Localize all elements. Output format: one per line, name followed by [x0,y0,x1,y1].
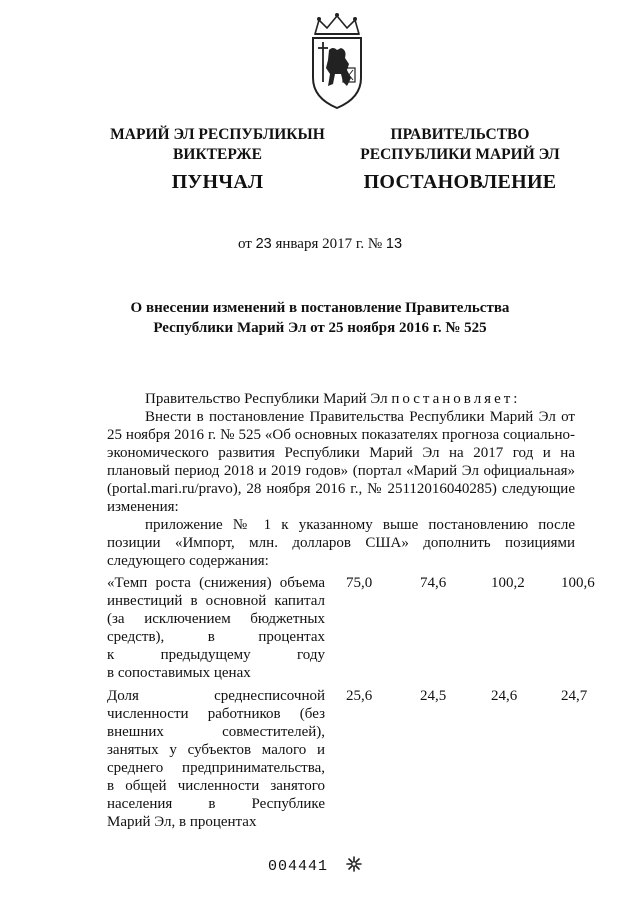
title-line2: Республики Марий Эл от 25 ноября 2016 г. № 525 [153,320,487,336]
document-title [110,298,530,338]
header-left [100,125,335,193]
paragraph-1: Внести в постановление Правительства Республики Марий Эл от 25 ноября 2016 г. № 525 «Об основных показателях прогноза социально-экономического развития Республики Марий Эл на 2017 год и на плановый период 2018 и 2019 годов» (портал «Марий Эл официальная» (portal.mari.ru/pravo), 28 ноября 2016 г., № 25112016040285) следующие изменения: [107,409,575,515]
title-line1: О внесении изменений в постановление Правительства [130,300,510,316]
value-2018: 24,6 [491,688,518,704]
row-label-line: Доля среднесписочной [107,688,325,704]
document-body [107,390,575,570]
row-label [107,687,325,831]
row-label-line: к предыдущему году [107,647,325,663]
header-right [345,125,575,193]
value-2018: 100,2 [491,575,525,591]
form-serial-number: 004441 [268,858,329,875]
value-2019: 100,6 [561,575,595,591]
row-label-line: (за исключением бюджетных [107,611,325,627]
value-2017: 74,6 [420,575,447,591]
value-2017: 24,5 [420,688,447,704]
date-prefix: от [237,236,252,252]
row-label-line: инвестиций в основной капитал [107,593,325,609]
header-left-line1: МАРИЙ ЭЛ РЕСПУБЛИКЫН [110,126,325,143]
row-label-line: средств), в процентах [107,629,325,645]
row-label-line: внешних совместителей), [107,724,325,740]
value-2019: 24,7 [561,688,588,704]
row-label-line: среднего предпринимательства, [107,760,325,776]
row-label-line: в общей численности занятого [107,778,325,794]
coat-of-arms-icon [301,12,373,112]
header-right-line2: РЕСПУБЛИКИ МАРИЙ ЭЛ [360,146,560,163]
decree-intro [107,390,575,408]
value-2016: 25,6 [346,688,373,704]
row-label-line: Марий Эл, в процентах [107,814,257,830]
decree-date [0,236,640,253]
decree-number: 13 [385,236,403,252]
value-2016: 75,0 [346,575,373,591]
header-left-line2: ВИКТЕРЖЕ [173,146,262,163]
row-label [107,574,325,682]
header-right-line1: ПРАВИТЕЛЬСТВО [390,126,530,143]
paragraph-2: приложение № 1 к указанному выше постановлению после позиции «Импорт, млн. долларов США» дополнить позициями следующего содержания: [107,517,575,569]
row-label-line: занятых у субъектов малого и [107,742,325,758]
header-right-doc-type: ПОСТАНОВЛЕНИЕ [363,171,557,193]
header-left-doc-type: ПУНЧАЛ [171,171,264,193]
row-label-line: населения в Республике [107,796,325,812]
date-day: 23 [255,236,272,252]
row-label-line: «Темп роста (снижения) объема [107,575,325,591]
decree-subject: Правительство Республики Марий Эл [145,391,388,407]
asterisk-mark-icon [345,855,363,873]
date-month-year: января 2017 г. № [275,236,383,252]
row-label-line: численности работников (без [107,706,325,722]
row-label-line: в сопоставимых ценах [107,665,251,681]
decree-verb: постановляет: [391,391,521,407]
